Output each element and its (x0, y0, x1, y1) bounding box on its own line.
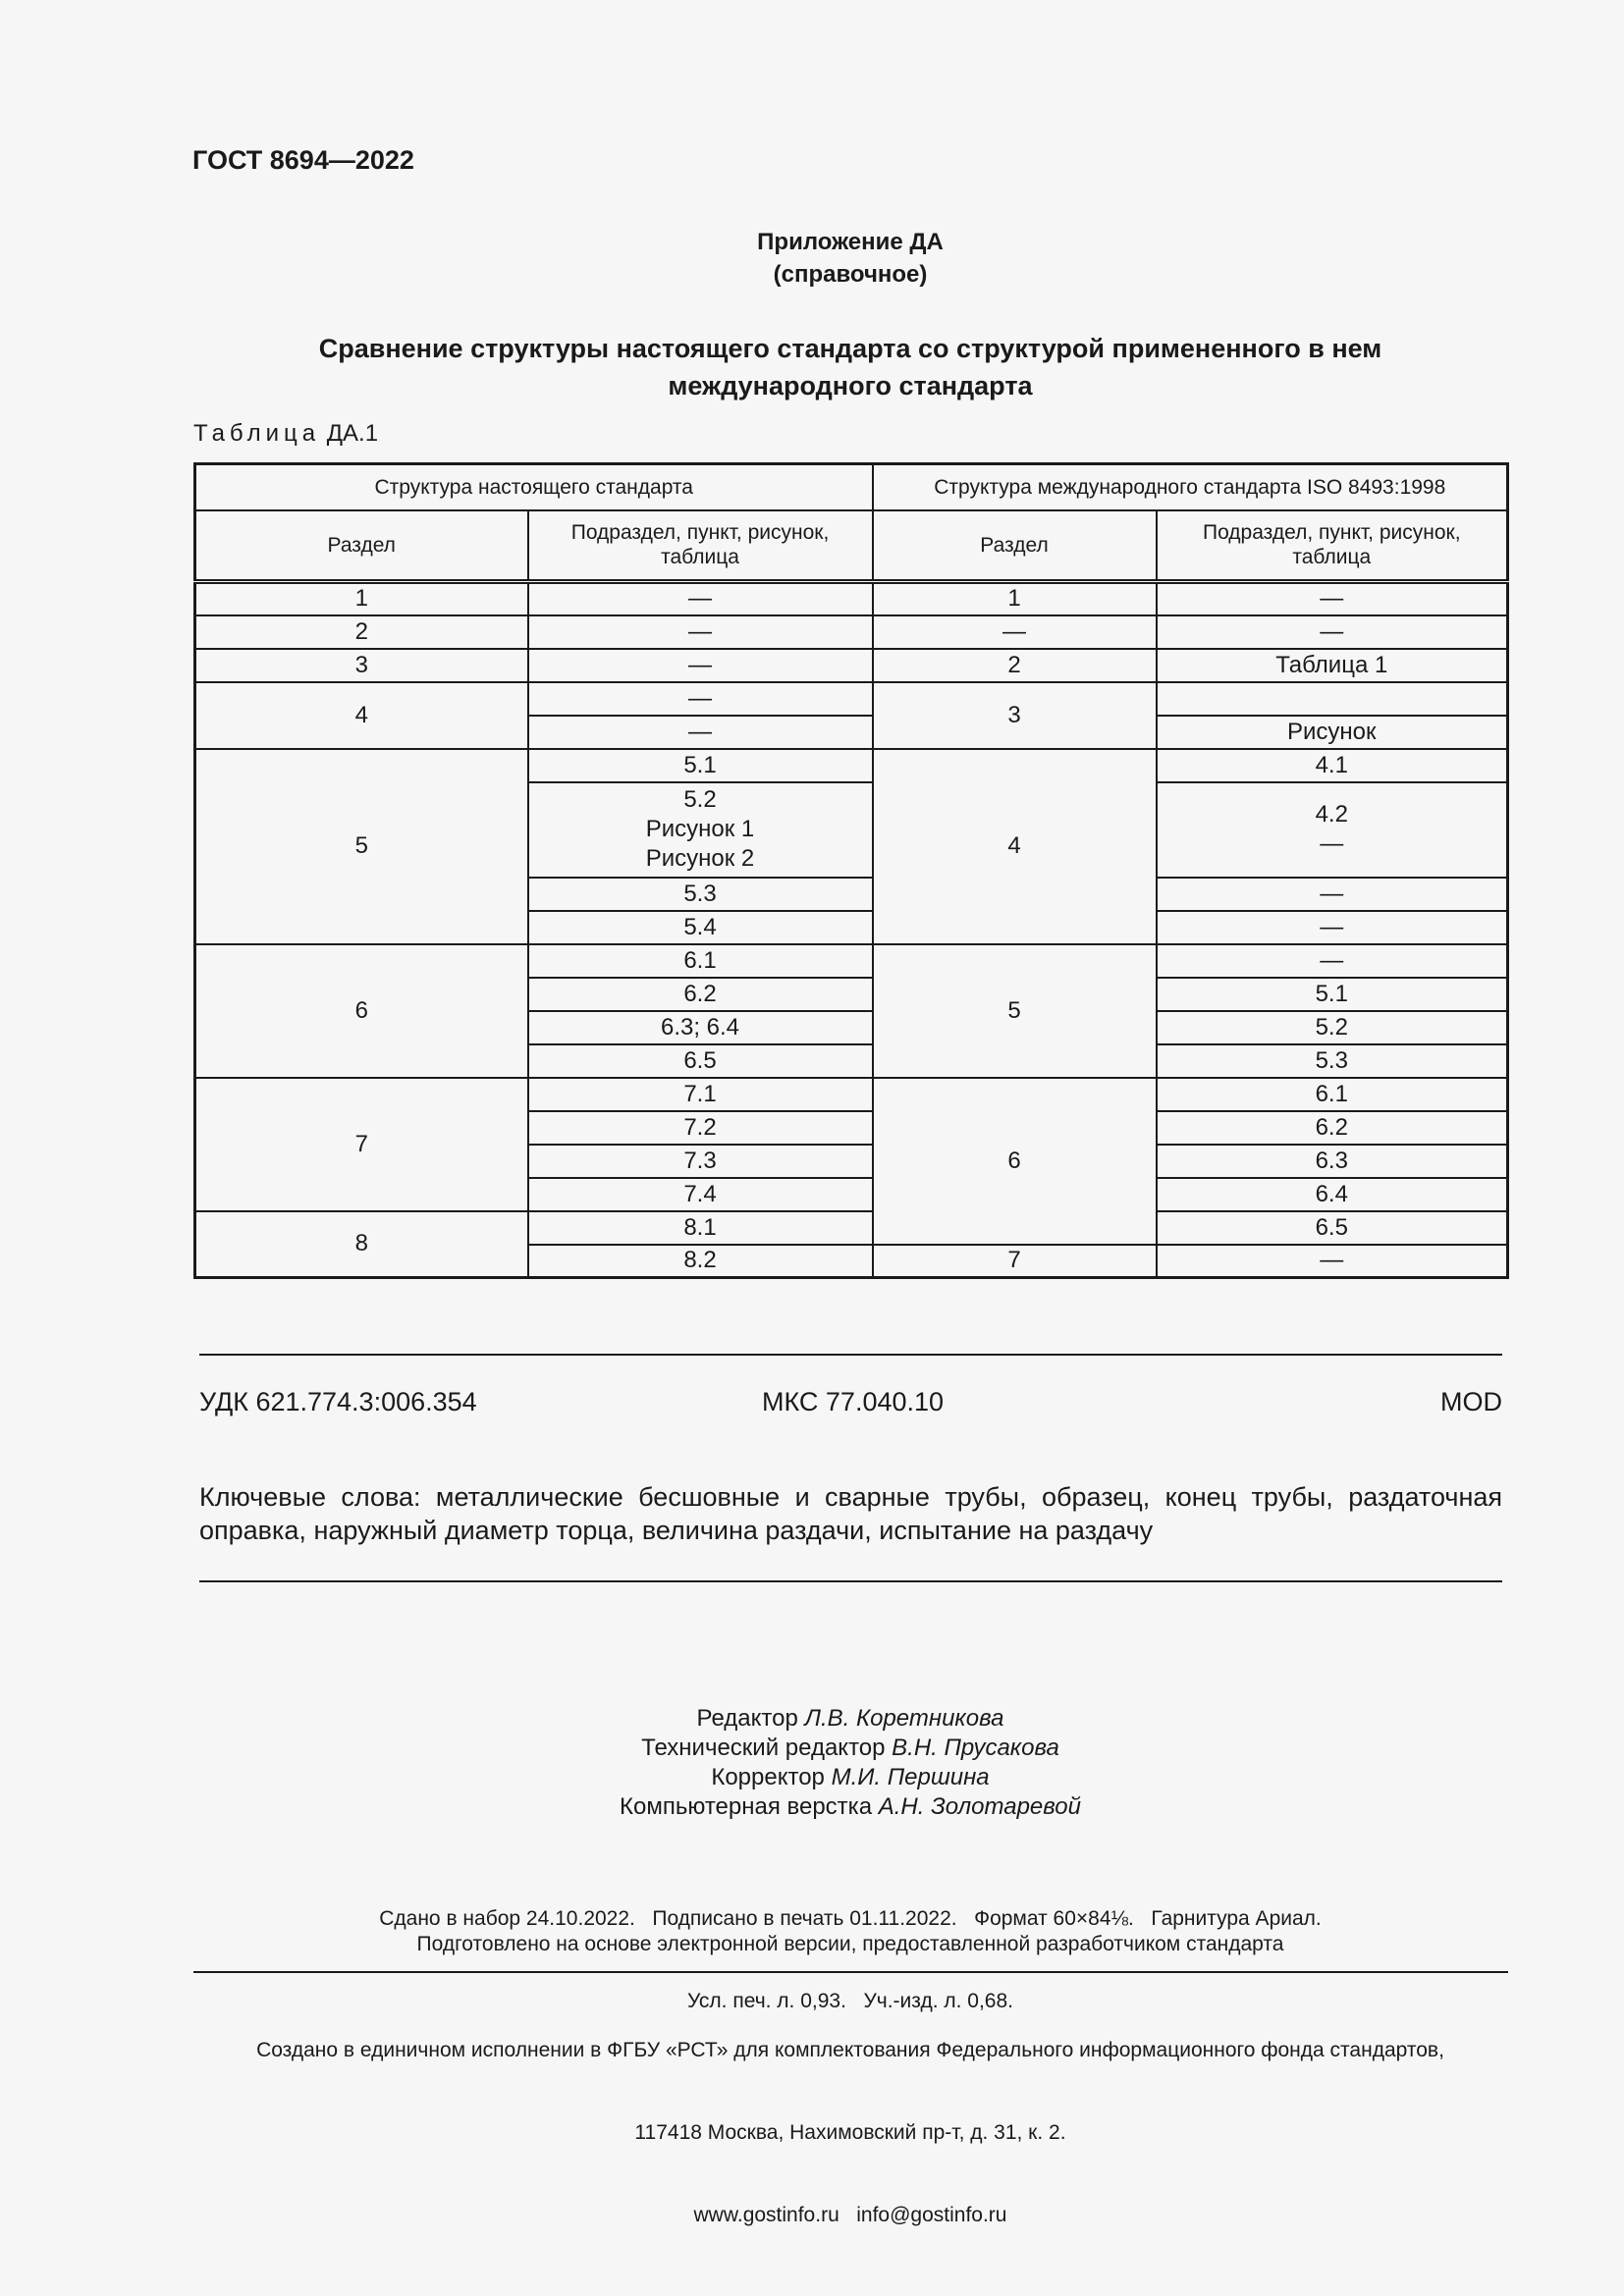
table-cell: 6.1 (528, 944, 873, 978)
table-cell: 6.1 (1157, 1078, 1508, 1111)
prepared-note: Подготовлено на основе электронной версии, предоставленной разработчиком стандарта (416, 1933, 1284, 1955)
table-cell: 7 (195, 1078, 528, 1211)
column-header-subsection-current: Подраздел, пункт, рисунок, таблица (528, 510, 873, 582)
divider-top (199, 1354, 1502, 1356)
table-row (195, 1078, 1508, 1111)
appendix-heading (0, 226, 1624, 291)
table-cell: — (1157, 878, 1508, 911)
table-cell: 6 (195, 944, 528, 1078)
table-row (195, 615, 1508, 649)
table-cell: 7 (873, 1245, 1157, 1278)
table-cell: 5.2 (1157, 1011, 1508, 1044)
table-cell: 7.2 (528, 1111, 873, 1145)
credit-corrector: Корректор М.И. Першина (711, 1764, 990, 1790)
keywords-line2: оправка, наружный диаметр торца, величина раздачи, испытание на раздачу (199, 1516, 1154, 1545)
footer (0, 1982, 1624, 2257)
table-cell: 6.2 (1157, 1111, 1508, 1145)
table-cell: 5 (195, 749, 528, 944)
section-title (0, 330, 1624, 404)
table-caption-prefix: Таблица (193, 420, 321, 447)
table-cell: 5.4 (528, 911, 873, 944)
column-header-section-current: Раздел (195, 510, 528, 582)
table-cell: 3 (195, 649, 528, 682)
credit-layout: Компьютерная верстка А.Н. Золотаревой (620, 1793, 1081, 1820)
table-cell: 4 (873, 749, 1157, 944)
table-cell: Таблица 1 (1157, 649, 1508, 682)
column-header-section-international: Раздел (873, 510, 1157, 582)
table-cell: 7.3 (528, 1145, 873, 1178)
keywords-line1: Ключевые слова: металлические бесшовные и сварные трубы, образец, конец трубы, раздаточная (199, 1482, 1502, 1512)
mks-code: МКС 77.040.10 (762, 1387, 945, 1416)
divider-footer (193, 1971, 1508, 1973)
table-cell: 4.1 (1157, 749, 1508, 782)
group-header-international-standard: Структура международного стандарта ISO 8493:1998 (873, 464, 1508, 510)
appendix-subtitle: (справочное) (773, 261, 928, 288)
credit-tech-editor: Технический редактор В.Н. Прусакова (641, 1735, 1059, 1761)
footer-line2: 117418 Москва, Нахимовский пр-т, д. 31, к. 2. (634, 2121, 1066, 2144)
table-cell: 6.4 (1157, 1178, 1508, 1211)
table-cell: 6.3; 6.4 (528, 1011, 873, 1044)
column-header-subsection-international: Подраздел, пункт, рисунок, таблица (1157, 510, 1508, 582)
imprint-line1: Сдано в набор 24.10.2022. Подписано в печать 01.11.2022. Формат 60×84⅛. Гарнитура Ариал. (379, 1907, 1322, 1930)
table-group-header-row (195, 464, 1508, 510)
table-row (195, 649, 1508, 682)
table-cell: — (528, 682, 873, 716)
appendix-title: Приложение ДА (757, 229, 944, 255)
table-cell: 7.1 (528, 1078, 873, 1111)
table-caption-id: ДА.1 (326, 420, 379, 447)
table-cell: 5.2 Рисунок 1 Рисунок 2 (528, 782, 873, 878)
table-row (195, 944, 1508, 978)
table-cell: 4 (195, 682, 528, 749)
footer-line1: Создано в единичном исполнении в ФГБУ «РСТ» для комплектования Федерального информационного фонда стандартов, (256, 2039, 1444, 2061)
table-cell: — (528, 615, 873, 649)
table-row (195, 682, 1508, 716)
table-cell: 8.2 (528, 1245, 873, 1278)
table-cell: — (528, 582, 873, 615)
table-cell: 5.3 (1157, 1044, 1508, 1078)
table-cell: — (1157, 582, 1508, 615)
table-cell: — (528, 649, 873, 682)
table-cell: 8 (195, 1211, 528, 1278)
table-cell: — (528, 716, 873, 749)
group-header-current-standard: Структура настоящего стандарта (195, 464, 873, 510)
section-title-line1: Сравнение структуры настоящего стандарта со структурой примененного в нем (318, 334, 1382, 363)
table-cell: — (1157, 615, 1508, 649)
table-cell: 6.5 (528, 1044, 873, 1078)
table-cell: 1 (195, 582, 528, 615)
table-cell: 6.2 (528, 978, 873, 1011)
credit-editor: Редактор Л.В. Коретникова (696, 1705, 1004, 1732)
table-cell: — (873, 615, 1157, 649)
table-cell: — (1157, 944, 1508, 978)
table-cell: 8.1 (528, 1211, 873, 1245)
table-cell: — (1157, 1245, 1508, 1278)
comparison-table (193, 462, 1509, 1279)
table-cell: 3 (873, 682, 1157, 749)
table-row (195, 749, 1508, 782)
credits (0, 1704, 1624, 1822)
table-caption (193, 420, 378, 448)
table-cell: 2 (873, 649, 1157, 682)
table-cell: 5.3 (528, 878, 873, 911)
keywords (199, 1480, 1502, 1547)
table-cell: 7.4 (528, 1178, 873, 1211)
table-row (195, 582, 1508, 615)
imprint-line2: Усл. печ. л. 0,93. Уч.-изд. л. 0,68. (686, 1990, 1013, 2012)
table-cell: 1 (873, 582, 1157, 615)
divider-bottom (199, 1580, 1502, 1582)
table-column-header-row (195, 510, 1508, 582)
table-cell: 6 (873, 1078, 1157, 1245)
table-cell: 6.5 (1157, 1211, 1508, 1245)
section-title-line2: международного стандарта (668, 371, 1033, 400)
table-cell: 4.2 — (1157, 782, 1508, 878)
table-row (195, 1211, 1508, 1245)
udk-code: УДК 621.774.3:006.354 (199, 1387, 477, 1416)
table-cell: 6.3 (1157, 1145, 1508, 1178)
table-cell: 5.1 (1157, 978, 1508, 1011)
document-code: ГОСТ 8694—2022 (192, 145, 414, 175)
table-cell (1157, 682, 1508, 716)
mod-label: MOD (1440, 1387, 1502, 1416)
table-cell: 5 (873, 944, 1157, 1078)
footer-links: www.gostinfo.ru info@gostinfo.ru (693, 2204, 1007, 2226)
table-cell: 2 (195, 615, 528, 649)
table-cell: — (1157, 911, 1508, 944)
table-cell: 5.1 (528, 749, 873, 782)
table-cell: Рисунок (1157, 716, 1508, 749)
